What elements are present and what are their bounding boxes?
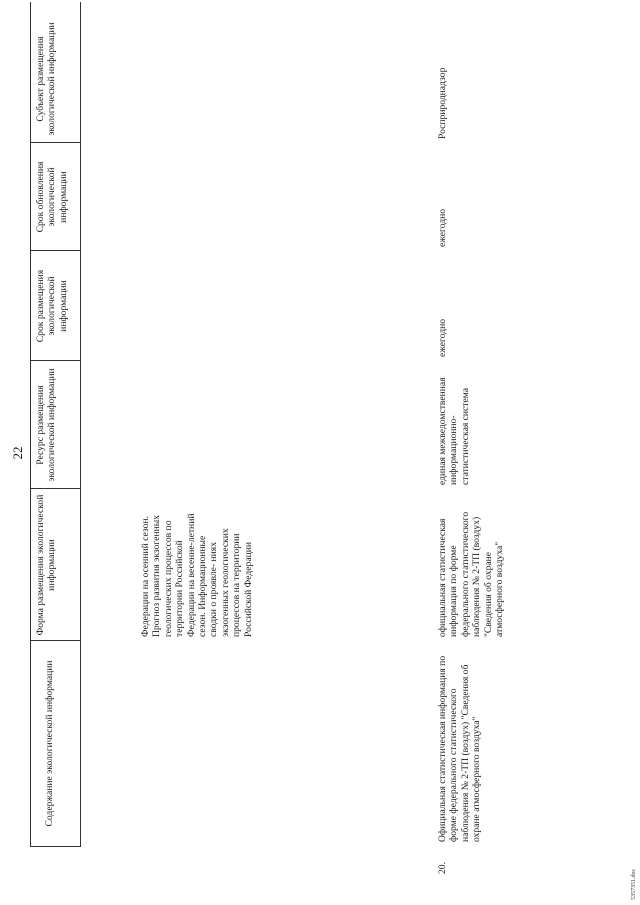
page-number: 22 bbox=[10, 446, 25, 460]
row-content: Официальная статистическая информация по форме федерального статистического наблюдения № 2-ТП (воздух) "Сведения об охране атмосферного воздуха" bbox=[437, 655, 483, 842]
table-top-border bbox=[30, 2, 31, 847]
table-header-bottom-border bbox=[80, 2, 81, 847]
column-divider bbox=[30, 488, 81, 489]
column-divider bbox=[30, 360, 81, 361]
row-form: официальная статистическая информация по форме федерального статистического наблюдения № 2-ТП (воздух) "Сведения об охране атмосферного воздуха" bbox=[437, 511, 506, 637]
continuation-form-text: Федерации на осенний сезон. Прогноз развития экзогенных геологических процессов по территории Российской Федерации на весенне-летний сезон. Информационные сводки о проявле- ниях экзогенных геологических процессов на территории Российской Федерации bbox=[140, 513, 254, 637]
column-divider bbox=[30, 250, 81, 251]
row-placement-term: ежегодно bbox=[437, 318, 448, 357]
row-subject: Росприроднадзор bbox=[437, 67, 448, 139]
header-resource: Ресурс размещения экологической информации bbox=[35, 368, 58, 482]
footer-doc-id: 5357351.doc bbox=[631, 868, 637, 900]
header-update-term: Срок обновления экологической информации bbox=[35, 161, 69, 233]
header-form: Форма размещения экологической информации bbox=[35, 494, 58, 636]
column-divider bbox=[30, 640, 81, 641]
column-divider bbox=[30, 142, 81, 143]
header-placement-term: Срок размещения экологической информации bbox=[35, 269, 69, 343]
header-subject: Субъект размещения экологической информации bbox=[35, 22, 58, 136]
row-update-term: ежегодно bbox=[437, 208, 448, 247]
column-divider bbox=[30, 846, 81, 847]
row-resource: единая межведомственная информационно-статистическая система bbox=[437, 377, 471, 485]
header-content: Содержание экологической информации bbox=[44, 660, 55, 827]
row-number: 20. bbox=[437, 862, 448, 874]
